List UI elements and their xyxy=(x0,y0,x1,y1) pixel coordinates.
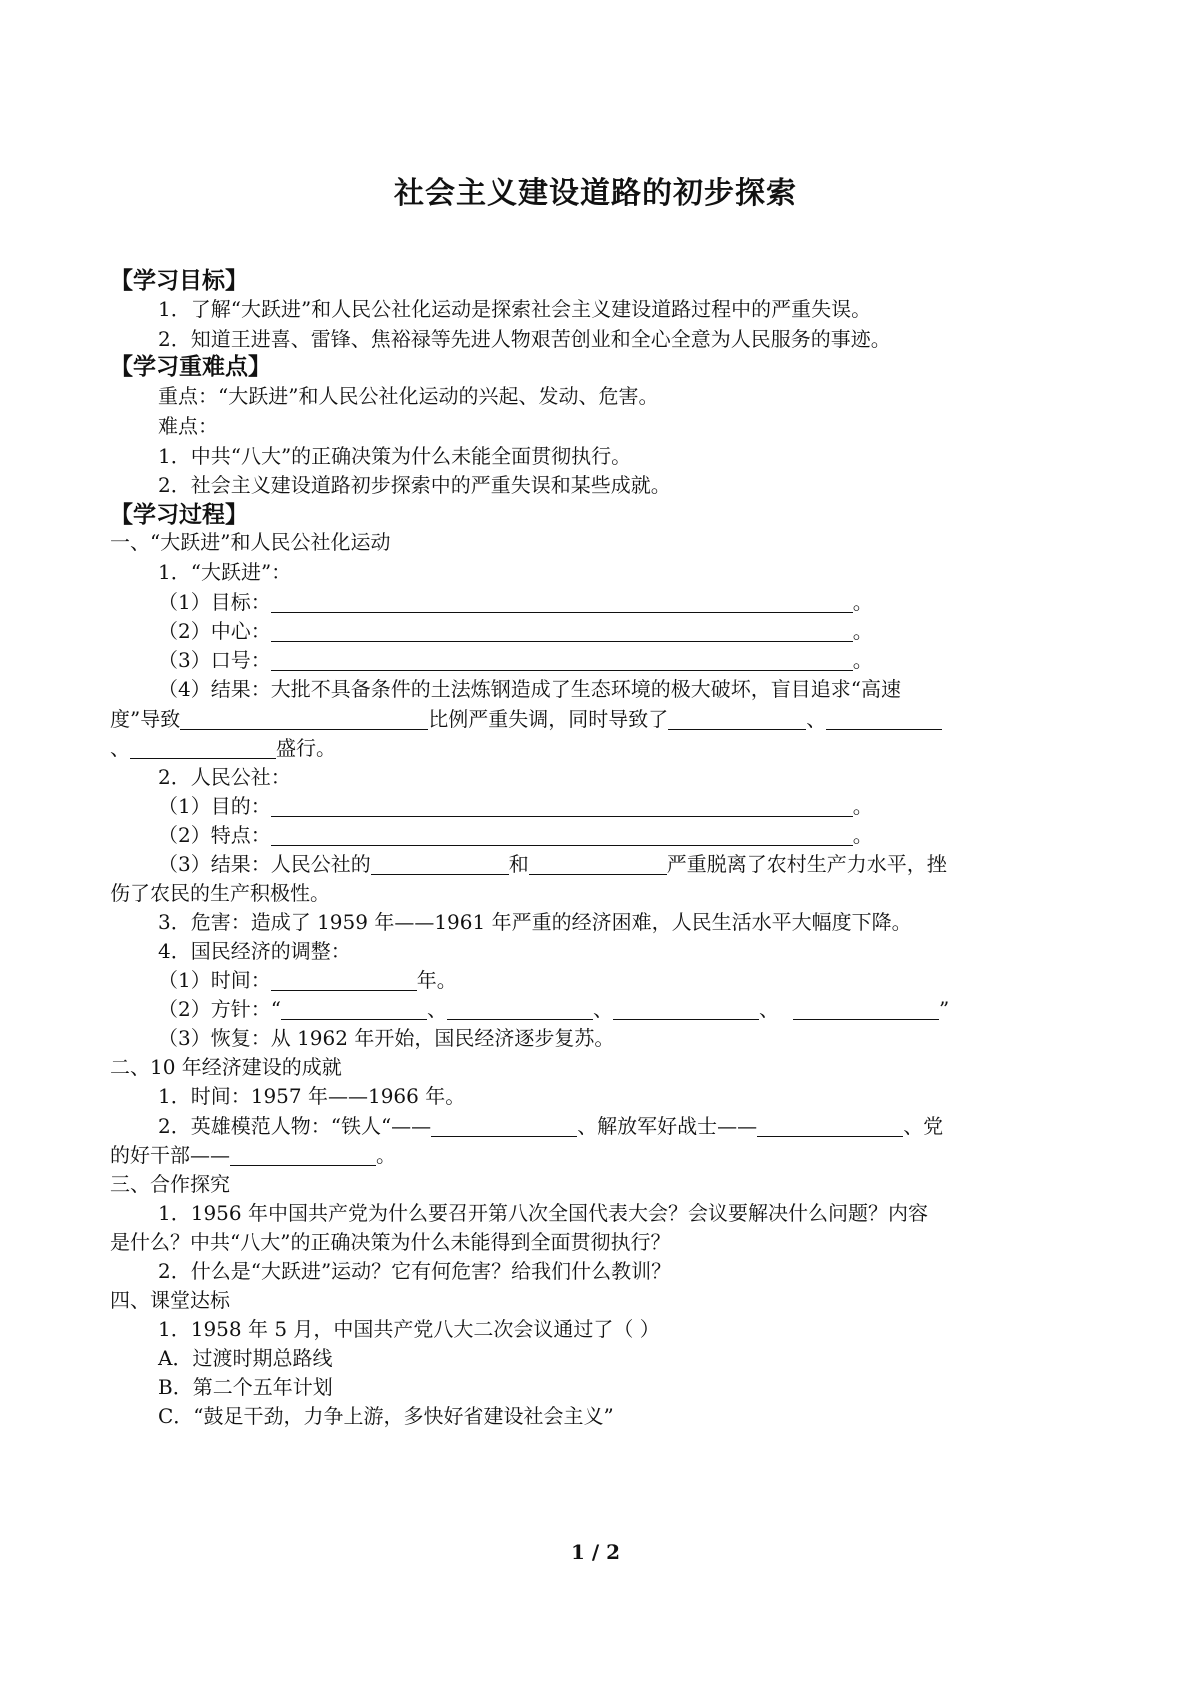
leap-result-line-c xyxy=(110,732,336,761)
leap-trend-blank-2[interactable] xyxy=(826,707,942,730)
commune-result-text: 和 xyxy=(508,852,529,876)
adjust-time-label: （1）时间： xyxy=(158,968,271,992)
hero-blank-3[interactable] xyxy=(230,1143,376,1166)
section-heading-difficulties: 【学习重难点】 xyxy=(110,353,271,380)
page-number: 1 / 2 xyxy=(570,1540,621,1564)
period-mark: 。 xyxy=(852,823,873,847)
adjust-time-suffix: 年。 xyxy=(416,968,457,992)
section-heading-process: 【学习过程】 xyxy=(110,501,248,528)
leap-goal-line xyxy=(158,586,873,615)
leap-result-text: 度”导致 xyxy=(110,707,181,731)
leap-ratio-blank[interactable] xyxy=(180,707,428,730)
commune-result-line-a xyxy=(158,848,947,877)
commune-feature-label: （2）特点： xyxy=(158,823,271,847)
leap-center-blank[interactable] xyxy=(271,619,853,642)
difficult-label: 难点： xyxy=(158,414,218,438)
hero-blank-1[interactable] xyxy=(431,1114,577,1137)
separator: 、 xyxy=(592,997,613,1021)
inquiry-q1-b: 是什么？中共“八大”的正确决策为什么未能得到全面贯彻执行？ xyxy=(110,1230,671,1254)
heroes-line-a xyxy=(158,1110,943,1139)
period-mark: 。 xyxy=(852,590,873,614)
period-mark: 。 xyxy=(852,794,873,818)
quiz-q1: 1．1958 年 5 月，中国共产党八大二次会议通过了（ ） xyxy=(158,1317,660,1341)
section-heading-goals: 【学习目标】 xyxy=(110,267,248,294)
hero-blank-2[interactable] xyxy=(757,1114,903,1137)
leap-slogan-blank[interactable] xyxy=(271,648,853,671)
part3-title: 三、合作探究 xyxy=(110,1172,230,1196)
goal-item-2: 2．知道王进喜、雷锋、焦裕禄等先进人物艰苦创业和全心全意为人民服务的事迹。 xyxy=(158,327,891,351)
harm-line: 3．危害：造成了 1959 年——1961 年严重的经济困难，人民生活水平大幅度下降。 xyxy=(158,910,912,934)
policy-blank-3[interactable] xyxy=(613,997,759,1020)
heroes-text: 的好干部—— xyxy=(110,1143,230,1167)
commune-purpose-label: （1）目的： xyxy=(158,794,271,818)
leap-goal-label: （1）目标： xyxy=(158,590,271,614)
policy-blank-2[interactable] xyxy=(447,997,593,1020)
leap-goal-blank[interactable] xyxy=(271,590,853,613)
quiz-option-c[interactable]: C．“鼓足干劲，力争上游，多快好省建设社会主义” xyxy=(158,1404,614,1428)
part1-title: 一、“大跃进”和人民公社化运动 xyxy=(110,530,391,554)
inquiry-q1-a: 1．1956 年中国共产党为什么要召开第八次全国代表大会？会议要解决什么问题？内容 xyxy=(158,1201,928,1225)
adjust-recover-line: （3）恢复：从 1962 年开始，国民经济逐步复苏。 xyxy=(158,1026,615,1050)
adjust-time-line xyxy=(158,964,457,993)
leap-slogan-label: （3）口号： xyxy=(158,648,271,672)
commune-result-text: （3）结果：人民公社的 xyxy=(158,852,371,876)
policy-blank-1[interactable] xyxy=(281,997,427,1020)
quiz-option-a[interactable]: A．过渡时期总路线 xyxy=(158,1346,333,1370)
inquiry-q2: 2．什么是“大跃进”运动？它有何危害？给我们什么教训？ xyxy=(158,1259,672,1283)
adjust-label: 4．国民经济的调整： xyxy=(158,939,351,963)
difficult-item-2: 2．社会主义建设道路初步探索中的严重失误和某些成就。 xyxy=(158,473,671,497)
commune-feature-line xyxy=(158,819,873,848)
commune-purpose-line xyxy=(158,790,873,819)
period-mark: 。 xyxy=(852,648,873,672)
leap-trend-blank-1[interactable] xyxy=(668,707,806,730)
heroes-text: 2．英雄模范人物：“铁人“—— xyxy=(158,1114,432,1138)
period-mark: 。 xyxy=(852,619,873,643)
leap-result-line-a: （4）结果：大批不具备条件的土法炼钢造成了生态环境的极大破坏，盲目追求“高速 xyxy=(158,677,901,701)
leap-slogan-line xyxy=(158,644,873,673)
heroes-line-b xyxy=(110,1139,396,1168)
leap-result-text: 、 xyxy=(806,707,827,731)
quote-mark: ” xyxy=(938,997,950,1021)
heroes-text: 、解放军好战士—— xyxy=(577,1114,758,1138)
commune-purpose-blank[interactable] xyxy=(271,794,853,817)
quiz-option-b[interactable]: B．第二个五年计划 xyxy=(158,1375,333,1399)
leap-label: 1．“大跃进”： xyxy=(158,560,292,584)
commune-feature-blank[interactable] xyxy=(271,823,853,846)
commune-feature-blank-1[interactable] xyxy=(371,852,509,875)
key-point: 重点：“大跃进”和人民公社化运动的兴起、发动、危害。 xyxy=(158,384,659,408)
leap-result-line-b xyxy=(110,703,942,732)
goal-item-1: 1．了解“大跃进”和人民公社化运动是探索社会主义建设道路过程中的严重失误。 xyxy=(158,297,872,321)
leap-center-line xyxy=(158,615,873,644)
commune-result-text: 严重脱离了农村生产力水平，挫 xyxy=(666,852,947,876)
policy-blank-4[interactable] xyxy=(793,997,939,1020)
separator: 、 xyxy=(426,997,447,1021)
leap-trend-blank-3[interactable] xyxy=(130,736,276,759)
commune-feature-blank-2[interactable] xyxy=(529,852,667,875)
adjust-time-blank[interactable] xyxy=(271,968,417,991)
leap-center-label: （2）中心： xyxy=(158,619,271,643)
part2-title: 二、10 年经济建设的成就 xyxy=(110,1055,342,1079)
commune-result-line-b: 伤了农民的生产积极性。 xyxy=(110,881,330,905)
leap-result-text: 盛行。 xyxy=(276,736,336,760)
leap-result-text: 比例严重失调，同时导致了 xyxy=(428,707,669,731)
commune-label: 2．人民公社： xyxy=(158,765,291,789)
heroes-text: 。 xyxy=(376,1143,396,1167)
part2-time: 1．时间：1957 年——1966 年。 xyxy=(158,1084,466,1108)
page-title: 社会主义建设道路的初步探索 xyxy=(394,176,797,211)
part4-title: 四、课堂达标 xyxy=(110,1288,230,1312)
adjust-policy-line xyxy=(158,993,949,1022)
separator: 、 xyxy=(758,997,779,1021)
leap-result-text: 、 xyxy=(110,736,130,760)
adjust-policy-label: （2）方针：“ xyxy=(158,997,281,1021)
heroes-text: 、党 xyxy=(903,1114,944,1138)
difficult-item-1: 1．中共“八大”的正确决策为什么未能全面贯彻执行。 xyxy=(158,444,632,468)
